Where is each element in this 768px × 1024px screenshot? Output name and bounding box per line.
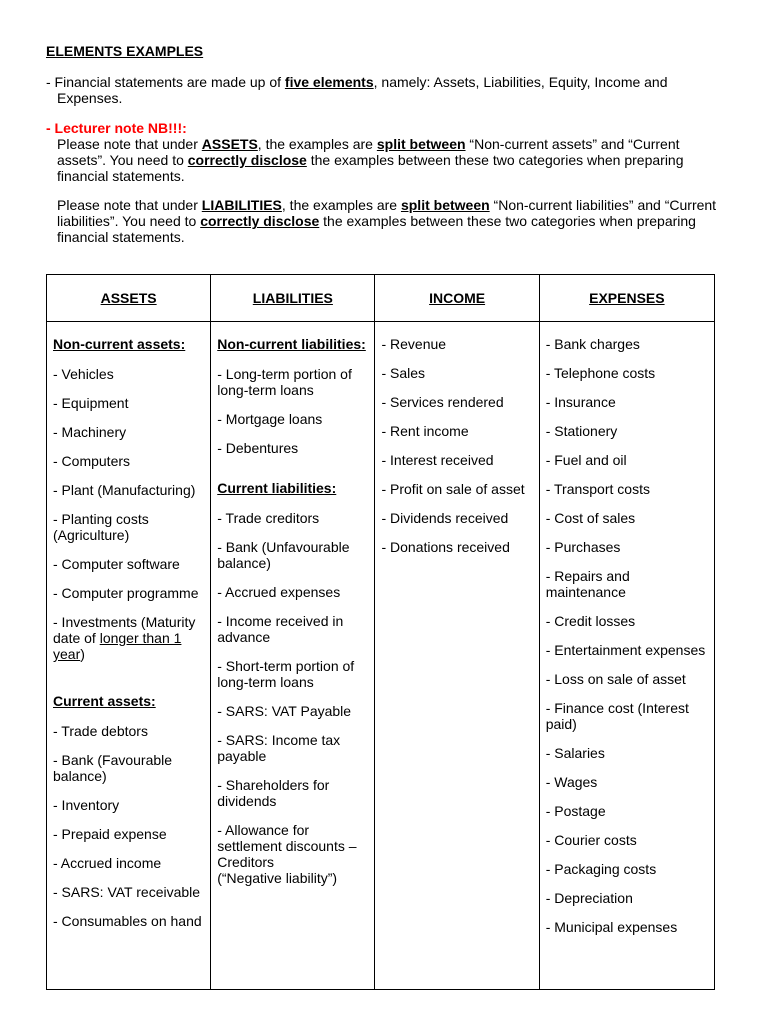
list-item: - Purchases <box>545 539 621 555</box>
list-item: - Planting costs (Agriculture) <box>53 511 149 543</box>
page-title: ELEMENTS EXAMPLES <box>46 43 204 59</box>
list-item: - Interest received <box>381 452 494 468</box>
assets-cell <box>47 322 211 990</box>
list-item: - Finance cost (Interest paid) <box>545 700 689 732</box>
column-header-income: INCOME <box>375 275 539 322</box>
list-item: - Computer programme <box>53 585 199 601</box>
liabilities-cell <box>211 322 375 990</box>
list-item: - Repairs and maintenance <box>545 568 630 600</box>
list-item: - Stationery <box>545 423 618 439</box>
list-item: - Services rendered <box>381 394 504 410</box>
allowance-text: - Allowance for settlement discounts – Creditors <box>217 822 357 870</box>
table-body-row <box>47 322 715 990</box>
list-item: - Profit on sale of asset <box>381 481 525 497</box>
elements-table <box>46 274 715 990</box>
list-item: - Entertainment expenses <box>545 642 706 658</box>
income-cell <box>375 322 539 990</box>
list-item: - Sales <box>381 365 426 381</box>
list-item: - Plant (Manufacturing) <box>53 482 196 498</box>
assets-note-text: Please note that under <box>57 136 202 152</box>
liabilities-note-emphasis: correctly disclose <box>200 213 320 229</box>
lecturer-note-heading: - Lecturer note NB!!!: <box>46 120 187 136</box>
list-item: - Packaging costs <box>545 861 657 877</box>
investments-text: - Investments (Maturity date of <box>53 614 196 646</box>
list-item: - SARS: VAT receivable <box>53 884 201 900</box>
list-item: - Rent income <box>381 423 469 439</box>
noncurrent-assets-heading: Non-current assets: <box>53 336 186 352</box>
assets-note-text: the examples between these two categories when preparing financial statements. <box>57 152 684 184</box>
list-item: - Short-term portion of long-term loans <box>217 658 355 690</box>
liabilities-note-text: Please note that under <box>57 197 202 213</box>
list-item: - Telephone costs <box>545 365 656 381</box>
list-item: - Loss on sale of asset <box>545 671 686 687</box>
allowance-note: (“Negative liability”) <box>217 870 338 886</box>
assets-note <box>57 136 717 184</box>
investments-underlined: longer than 1 year <box>53 630 182 662</box>
list-item: - Vehicles <box>53 366 114 382</box>
list-item: - Donations received <box>381 539 510 555</box>
list-item: - Wages <box>545 774 598 790</box>
list-item: - Trade creditors <box>217 510 320 526</box>
income-list <box>381 336 532 555</box>
intro-text-3: Expenses. <box>57 90 123 106</box>
expenses-list <box>546 336 708 935</box>
column-header-expenses: EXPENSES <box>539 275 714 322</box>
list-item: - Dividends received <box>381 510 509 526</box>
list-item: - Bank (Unfavourable balance) <box>217 539 350 571</box>
list-item: - Accrued expenses <box>217 584 341 600</box>
list-item: - Long-term portion of long-term loans <box>217 366 352 398</box>
list-item: - Prepaid expense <box>53 826 167 842</box>
list-item: - Accrued income <box>53 855 162 871</box>
noncurrent-liabilities-list <box>217 366 368 456</box>
list-item: - Credit losses <box>545 613 636 629</box>
current-assets-list <box>53 723 204 929</box>
liabilities-note-emphasis: split between <box>400 197 490 213</box>
list-item: - Postage <box>545 803 606 819</box>
list-item: - Transport costs <box>545 481 650 497</box>
list-item: - Inventory <box>53 797 120 813</box>
assets-note-emphasis: split between <box>376 136 466 152</box>
list-item: - Consumables on hand <box>53 913 202 929</box>
intro-text-1: - Financial statements are made up of <box>46 74 285 90</box>
list-item: - Salaries <box>545 745 605 761</box>
assets-note-emphasis: ASSETS <box>201 136 258 152</box>
assets-note-text: , the examples are <box>257 136 377 152</box>
list-item: - Cost of sales <box>545 510 636 526</box>
list-item: - Shareholders for dividends <box>217 777 330 809</box>
column-header-liabilities: LIABILITIES <box>211 275 375 322</box>
liabilities-note-text: the examples between these two categories when preparing financial statements. <box>57 213 696 245</box>
list-item <box>217 822 368 886</box>
list-item: - Fuel and oil <box>545 452 627 468</box>
noncurrent-liabilities-heading: Non-current liabilities: <box>217 336 366 352</box>
list-item: - Municipal expenses <box>545 919 678 935</box>
list-item: - Bank charges <box>545 336 640 352</box>
list-item: - Computer software <box>53 556 180 572</box>
current-liabilities-heading: Current liabilities: <box>217 480 337 496</box>
table-header-row <box>47 275 715 322</box>
list-item: - SARS: Income tax payable <box>217 732 341 764</box>
assets-note-text: “Non-current assets” and “Current assets”. You need to <box>57 136 680 168</box>
liabilities-note-text: “Non-current liabilities” and “Current liabilities”. You need to <box>57 197 717 229</box>
current-assets-heading: Current assets: <box>53 693 156 709</box>
assets-note-emphasis: correctly disclose <box>187 152 307 168</box>
list-item: - Income received in advance <box>217 613 344 645</box>
liabilities-note-emphasis: LIABILITIES <box>201 197 282 213</box>
noncurrent-assets-list <box>53 366 204 601</box>
list-item: - SARS: VAT Payable <box>217 703 352 719</box>
investments-close: ) <box>80 646 85 662</box>
intro-emphasis: five elements <box>284 74 374 90</box>
list-item: - Machinery <box>53 424 127 440</box>
expenses-cell <box>539 322 714 990</box>
list-item: - Computers <box>53 453 131 469</box>
list-item: - Debentures <box>217 440 299 456</box>
list-item <box>53 614 204 662</box>
list-item: - Trade debtors <box>53 723 148 739</box>
liabilities-note-text: , the examples are <box>281 197 401 213</box>
list-item: - Mortgage loans <box>217 411 323 427</box>
current-liabilities-list <box>217 510 368 809</box>
list-item: - Courier costs <box>545 832 637 848</box>
list-item: - Insurance <box>545 394 616 410</box>
column-header-assets: ASSETS <box>47 275 211 322</box>
list-item: - Depreciation <box>545 890 633 906</box>
list-item: - Equipment <box>53 395 129 411</box>
intro-text-2: , namely: Assets, Liabilities, Equity, Income and <box>373 74 668 90</box>
intro-paragraph <box>46 74 736 106</box>
list-item: - Revenue <box>381 336 447 352</box>
list-item: - Bank (Favourable balance) <box>53 752 173 784</box>
liabilities-note <box>57 197 717 245</box>
